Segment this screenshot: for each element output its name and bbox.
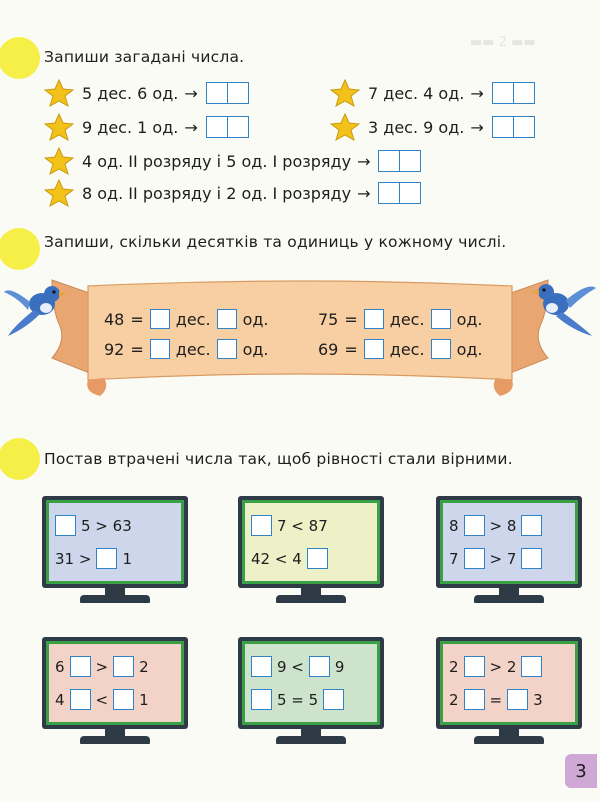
missing-digit-box[interactable]: [55, 515, 76, 536]
equation-text: 2: [139, 657, 149, 676]
task1-item: [44, 147, 421, 175]
equation-line: [449, 689, 548, 710]
missing-digit-box[interactable]: [251, 689, 272, 710]
units-box[interactable]: [431, 339, 451, 359]
task1-item-text: 7 дес. 4 од.: [368, 83, 465, 103]
equation-text: 3: [533, 690, 543, 709]
arrow-icon: →: [184, 83, 198, 103]
equation-line: [449, 515, 547, 536]
missing-digit-box[interactable]: [464, 548, 485, 569]
monitor-frame: [238, 637, 384, 729]
equation-line: [55, 515, 137, 536]
missing-digit-box[interactable]: [251, 656, 272, 677]
monitor-stand: [474, 736, 544, 744]
missing-digit-box[interactable]: [464, 689, 485, 710]
task1-title: Запиши загадані числа.: [44, 48, 245, 66]
answer-boxes[interactable]: [492, 116, 535, 138]
units-label: од.: [242, 309, 269, 329]
monitor-stand: [276, 736, 346, 744]
equation-text: 7: [449, 549, 459, 568]
tens-box[interactable]: [150, 339, 170, 359]
arrow-icon: →: [470, 117, 484, 137]
units-label: од.: [456, 309, 483, 329]
digit-decomposition: [104, 339, 269, 359]
equation-text: 1: [139, 690, 149, 709]
units-box[interactable]: [217, 309, 237, 329]
equation-text: 5 = 5: [277, 690, 319, 709]
task2-title: Запиши, скільки десятків та одиниць у кожному числі.: [44, 233, 507, 251]
task1-item: [44, 79, 249, 107]
missing-digit-box[interactable]: [70, 656, 91, 677]
answer-boxes[interactable]: [378, 150, 421, 172]
missing-digit-box[interactable]: [521, 515, 542, 536]
number: 69: [318, 339, 339, 359]
equation-text: 6: [55, 657, 65, 676]
missing-digit-box[interactable]: [96, 548, 117, 569]
equation-text: 2: [449, 690, 459, 709]
equation-line: [449, 656, 547, 677]
equation-line: [251, 689, 349, 710]
task1-item-text: 5 дес. 6 од.: [82, 83, 179, 103]
missing-digit-box[interactable]: [323, 689, 344, 710]
equation-text: <: [95, 690, 109, 709]
bleed-through-text: ▬▬ 2 ▬▬: [470, 35, 536, 50]
monitor-frame: [42, 637, 188, 729]
ribbon-banner: [0, 262, 600, 404]
equation-line: [55, 656, 154, 677]
units-label: од.: [242, 339, 269, 359]
task1-item-text: 8 од. ІІ розряду і 2 од. І розряду: [82, 183, 352, 203]
monitor-stand: [80, 736, 150, 744]
monitor: [42, 496, 188, 606]
tens-box[interactable]: [150, 309, 170, 329]
star-icon: [44, 179, 74, 207]
task-marker-dot: [0, 37, 40, 79]
task1-item: [44, 113, 249, 141]
equation-text: =: [489, 690, 503, 709]
equation-text: 4: [55, 690, 65, 709]
tens-label: дес.: [389, 339, 425, 359]
equation-text: 42 < 4: [251, 549, 302, 568]
arrow-icon: →: [357, 183, 371, 203]
equation-text: 31 >: [55, 549, 92, 568]
star-icon: [44, 79, 74, 107]
monitor-stand: [276, 595, 346, 603]
tens-label: дес.: [389, 309, 425, 329]
task1-item-text: 9 дес. 1 од.: [82, 117, 179, 137]
tens-box[interactable]: [364, 339, 384, 359]
monitor: [238, 496, 384, 606]
task-marker-dot: [0, 438, 40, 480]
task1-item-text: 3 дес. 9 од.: [368, 117, 465, 137]
digit-decomposition: [318, 309, 483, 329]
equals-sign: =: [130, 339, 144, 359]
answer-boxes[interactable]: [492, 82, 535, 104]
missing-digit-box[interactable]: [464, 515, 485, 536]
missing-digit-box[interactable]: [464, 656, 485, 677]
equation-text: 7 < 87: [277, 516, 328, 535]
page-number: 3: [565, 754, 597, 788]
star-icon: [44, 113, 74, 141]
equation-line: [251, 548, 333, 569]
digit-decomposition: [104, 309, 269, 329]
monitor: [436, 496, 582, 606]
monitor-screen: [245, 644, 377, 722]
equation-text: >: [95, 657, 109, 676]
missing-digit-box[interactable]: [113, 656, 134, 677]
arrow-icon: →: [184, 117, 198, 137]
missing-digit-box[interactable]: [70, 689, 91, 710]
equation-text: 9 <: [277, 657, 304, 676]
monitor-screen: [443, 644, 575, 722]
equation-line: [55, 548, 137, 569]
equation-text: 9: [334, 657, 345, 676]
units-box[interactable]: [217, 339, 237, 359]
equals-sign: =: [344, 339, 358, 359]
missing-digit-box[interactable]: [521, 656, 542, 677]
monitor-frame: [238, 496, 384, 588]
monitor-screen: [443, 503, 575, 581]
tens-box[interactable]: [364, 309, 384, 329]
arrow-icon: →: [470, 83, 484, 103]
arrow-icon: →: [357, 151, 371, 171]
missing-digit-box[interactable]: [521, 548, 542, 569]
units-label: од.: [456, 339, 483, 359]
equation-text: 2: [449, 657, 459, 676]
monitor-stand: [474, 595, 544, 603]
monitor-frame: [436, 637, 582, 729]
equation-text: 1: [122, 549, 132, 568]
equation-line: [251, 656, 349, 677]
equation-text: 8: [449, 516, 459, 535]
tens-label: дес.: [175, 339, 211, 359]
task1-item: [44, 179, 421, 207]
monitor: [42, 637, 188, 747]
equation-text: > 8: [489, 516, 517, 535]
missing-digit-box[interactable]: [309, 656, 330, 677]
equation-text: > 2: [489, 657, 517, 676]
number: 92: [104, 339, 125, 359]
star-icon: [330, 79, 360, 107]
missing-digit-box[interactable]: [113, 689, 134, 710]
units-box[interactable]: [431, 309, 451, 329]
monitor: [238, 637, 384, 747]
missing-digit-box[interactable]: [307, 548, 328, 569]
star-icon: [44, 147, 74, 175]
answer-boxes[interactable]: [206, 116, 249, 138]
missing-digit-box[interactable]: [251, 515, 272, 536]
monitor-frame: [436, 496, 582, 588]
equals-sign: =: [344, 309, 358, 329]
missing-digit-box[interactable]: [507, 689, 528, 710]
monitor-screen: [245, 503, 377, 581]
number: 48: [104, 309, 125, 329]
equation-text: > 7: [489, 549, 517, 568]
monitor-frame: [42, 496, 188, 588]
task1-item: [330, 113, 535, 141]
equation-line: [449, 548, 547, 569]
monitor-screen: [49, 644, 181, 722]
equation-line: [55, 689, 154, 710]
equation-text: 5 > 63: [81, 516, 132, 535]
number: 75: [318, 309, 339, 329]
task1-item: [330, 79, 535, 107]
tens-label: дес.: [175, 309, 211, 329]
star-icon: [330, 113, 360, 141]
monitor: [436, 637, 582, 747]
task1-item-text: 4 од. ІІ розряду і 5 од. І розряду: [82, 151, 352, 171]
monitor-stand: [80, 595, 150, 603]
task3-title: Постав втрачені числа так, щоб рівності стали вірними.: [44, 450, 513, 468]
answer-boxes[interactable]: [378, 182, 421, 204]
equation-line: [251, 515, 333, 536]
monitor-screen: [49, 503, 181, 581]
answer-boxes[interactable]: [206, 82, 249, 104]
equals-sign: =: [130, 309, 144, 329]
digit-decomposition: [318, 339, 483, 359]
